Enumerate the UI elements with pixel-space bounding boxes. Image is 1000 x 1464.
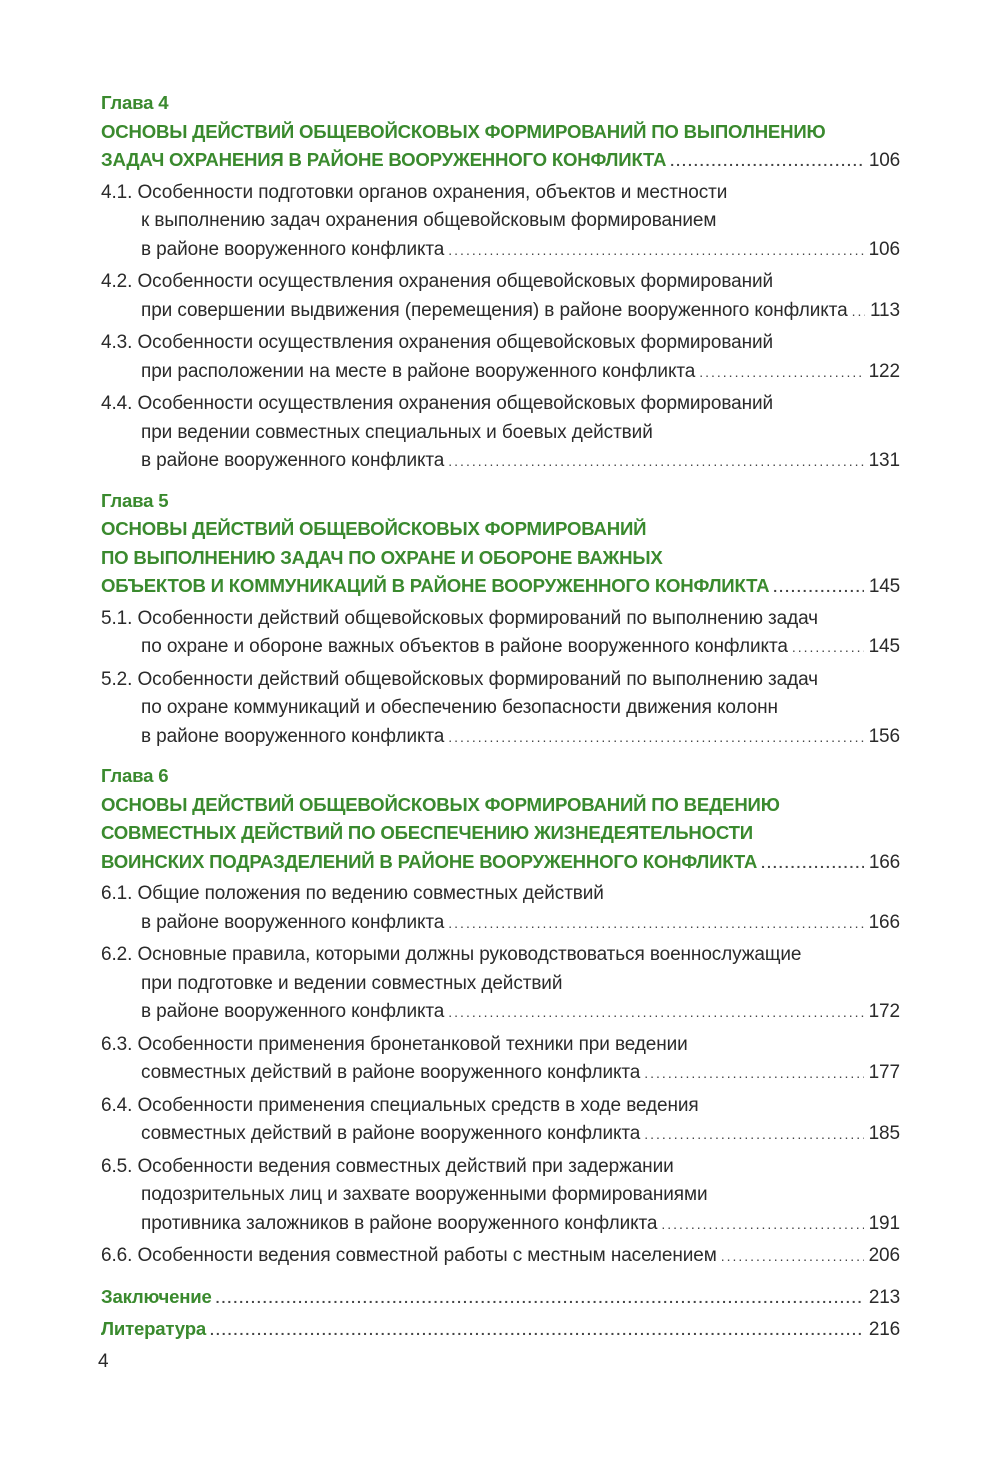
page-number: 185 <box>868 1123 900 1144</box>
toc-entry[interactable] <box>101 1031 900 1088</box>
page-number: 213 <box>868 1286 900 1308</box>
entry-line: 6.1. Общие положения по ведению совместных действий <box>101 883 604 904</box>
entry-line: совместных действий в районе вооруженного конфликта <box>141 1123 641 1144</box>
chapter-title-entry[interactable] <box>101 146 900 175</box>
page-number: 131 <box>868 450 900 471</box>
chapter-label: Глава 5 <box>101 489 169 511</box>
entry-line: к выполнению задач охранения общевойсковым формированием <box>141 210 717 231</box>
dot-leader <box>721 1242 864 1271</box>
toc-entry[interactable] <box>101 1092 900 1149</box>
entry-line: 4.2. Особенности осуществления охранения общевойсковых формирований <box>101 271 774 292</box>
page-number: 106 <box>868 150 900 171</box>
chapter-title-line: ОСНОВЫ ДЕЙСТВИЙ ОБЩЕВОЙСКОВЫХ ФОРМИРОВАНИЙ ПО ВЕДЕНИЮ <box>101 793 780 815</box>
dot-leader <box>761 849 864 878</box>
chapter-title-line: ОСНОВЫ ДЕЙСТВИЙ ОБЩЕВОЙСКОВЫХ ФОРМИРОВАНИЙ <box>101 518 647 539</box>
chapter-title-line: СОВМЕСТНЫХ ДЕЙСТВИЙ ПО ОБЕСПЕЧЕНИЮ ЖИЗНЕДЕЯТЕЛЬНОСТИ <box>101 822 753 843</box>
page-folio: 4 <box>98 1351 109 1372</box>
dot-leader <box>792 633 864 662</box>
dot-leader <box>773 573 864 602</box>
entry-line: при совершении выдвижения (перемещения) в районе вооруженного конфликта <box>141 299 848 321</box>
dot-leader <box>644 1120 863 1149</box>
chapter-title-line: ОСНОВЫ ДЕЙСТВИЙ ОБЩЕВОЙСКОВЫХ ФОРМИРОВАНИЙ ПО ВЫПОЛНЕНИЮ <box>101 120 826 142</box>
chapter-title-line: ПО ВЫПОЛНЕНИЮ ЗАДАЧ ПО ОХРАНЕ И ОБОРОНЕ ВАЖНЫХ <box>101 546 663 568</box>
entry-label: Литература <box>101 1318 206 1339</box>
toc-entry[interactable] <box>101 179 900 265</box>
chapter-title-entry[interactable] <box>101 572 900 601</box>
entry-line: 6.6. Особенности ведения совместной работы с местным населением <box>101 1245 717 1266</box>
dot-leader <box>448 723 863 752</box>
dot-leader <box>699 358 863 387</box>
dot-leader <box>448 909 863 938</box>
chapter-4 <box>101 89 900 476</box>
entry-line: по охране и обороне важных объектов в районе вооруженного конфликта <box>141 636 788 657</box>
page-number: 156 <box>868 725 900 747</box>
toc-entry-literature[interactable] <box>101 1315 900 1344</box>
entry-line: 5.1. Особенности действий общевойсковых формирований по выполнению задач <box>101 607 818 629</box>
chapter-title-entry[interactable] <box>101 848 900 877</box>
chapter-title-line: ВОИНСКИХ ПОДРАЗДЕЛЕНИЙ В РАЙОНЕ ВООРУЖЕННОГО КОНФЛИКТА <box>101 850 758 872</box>
page-number: 177 <box>868 1062 900 1083</box>
toc-entry[interactable] <box>101 666 900 752</box>
entry-line: при ведении совместных специальных и боевых действий <box>141 421 653 443</box>
chapter-title-line: ОБЪЕКТОВ И КОММУНИКАЦИЙ В РАЙОНЕ ВООРУЖЕННОГО КОНФЛИКТА <box>101 575 770 596</box>
page-number: 166 <box>868 851 900 873</box>
dot-leader <box>661 1210 863 1239</box>
entry-line: по охране коммуникаций и обеспечению безопасности движения колонн <box>141 697 778 718</box>
dot-leader <box>644 1059 863 1088</box>
toc-entry[interactable] <box>101 390 900 476</box>
dot-leader <box>448 447 863 476</box>
entry-line: 6.4. Особенности применения специальных средств в ходе ведения <box>101 1094 699 1116</box>
entry-line: противника заложников в районе вооруженного конфликта <box>141 1212 658 1234</box>
entry-line: подозрительных лиц и захвате вооруженными формированиями <box>141 1184 708 1205</box>
page-number: 122 <box>868 360 900 382</box>
entry-line: в районе вооруженного конфликта <box>141 450 445 471</box>
entry-line: 6.3. Особенности применения бронетанковой техники при ведении <box>101 1033 688 1055</box>
entry-label: Заключение <box>101 1285 212 1307</box>
entry-line: 5.2. Особенности действий общевойсковых формирований по выполнению задач <box>101 668 818 690</box>
toc-entry[interactable] <box>101 1242 900 1271</box>
page-number: 206 <box>868 1245 900 1266</box>
dot-leader <box>670 147 864 176</box>
entry-line: совместных действий в районе вооруженного конфликта <box>141 1062 641 1083</box>
dot-leader <box>448 236 863 265</box>
chapter-5 <box>101 487 900 752</box>
chapter-label: Глава 4 <box>101 92 169 113</box>
toc-entry[interactable] <box>101 268 900 325</box>
entry-line: в районе вооруженного конфликта <box>141 238 445 260</box>
chapter-title-line: ЗАДАЧ ОХРАНЕНИЯ В РАЙОНЕ ВООРУЖЕННОГО КОНФЛИКТА <box>101 149 667 170</box>
chapter-label: Глава 6 <box>101 765 169 786</box>
dot-leader <box>210 1316 864 1345</box>
entry-line: 4.4. Особенности осуществления охранения общевойсковых формирований <box>101 393 774 414</box>
entry-line: в районе вооруженного конфликта <box>141 725 445 747</box>
page-number: 216 <box>868 1319 900 1340</box>
page-number: 166 <box>868 911 900 933</box>
dot-leader <box>448 998 863 1027</box>
page-number: 113 <box>870 299 900 321</box>
entry-line: при подготовке и ведении совместных действий <box>141 972 563 994</box>
toc-entry[interactable] <box>101 1153 900 1239</box>
table-of-contents <box>101 89 900 1344</box>
toc-entry[interactable] <box>101 605 900 662</box>
page-number: 172 <box>868 1001 900 1022</box>
page-number: 145 <box>868 636 900 657</box>
dot-leader <box>216 1284 864 1313</box>
entry-line: в районе вооруженного конфликта <box>141 911 445 933</box>
chapter-6 <box>101 762 900 1271</box>
entry-line: 6.2. Основные правила, которыми должны руководствоваться военнослужащие <box>101 944 802 965</box>
page-number: 191 <box>868 1212 900 1234</box>
entry-line: 4.1. Особенности подготовки органов охранения, объектов и местности <box>101 181 728 203</box>
page-number: 145 <box>868 576 900 597</box>
entry-line: при расположении на месте в районе вооруженного конфликта <box>141 360 696 382</box>
toc-entry[interactable] <box>101 329 900 386</box>
entry-line: 6.5. Особенности ведения совместных действий при задержании <box>101 1155 674 1177</box>
toc-entry[interactable] <box>101 880 900 937</box>
dot-leader <box>852 297 865 326</box>
page-number: 106 <box>868 238 900 260</box>
toc-entry-conclusion[interactable] <box>101 1283 900 1312</box>
entry-line: в районе вооруженного конфликта <box>141 1001 445 1022</box>
entry-line: 4.3. Особенности осуществления охранения общевойсковых формирований <box>101 332 774 353</box>
toc-entry[interactable] <box>101 941 900 1027</box>
